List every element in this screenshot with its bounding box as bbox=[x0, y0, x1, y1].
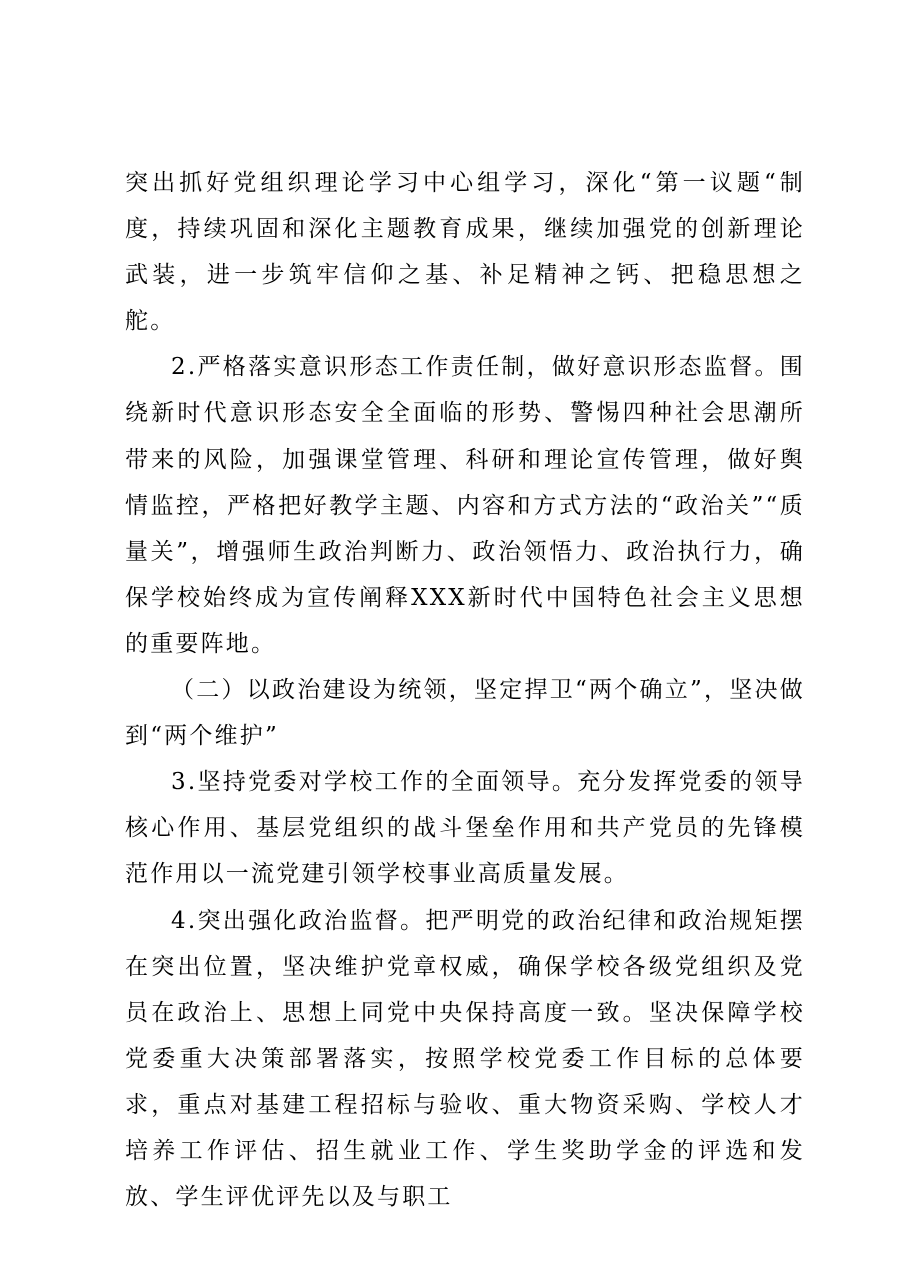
paragraph-item-2: 2.严格落实意识形态工作责任制，做好意识形态监督。围绕新时代意识形态安全全面临的形势、警惕四种社会思潮所带来的风险，加强课堂管理、科研和理论宣传管理，做好舆情监控，严格把好教学主题、内容和方式方法的“政治关”“质量关”，增强师生政治判断力、政治领悟力、政治执行力，确保学校始终成为宣传阐释XXX新时代中国特色社会主义思想的重要阵地。 bbox=[125, 354, 805, 657]
paragraph-item-3: 3.坚持党委对学校工作的全面领导。充分发挥党委的领导核心作用、基层党组织的战斗堡垒作用和共产党员的先锋模范作用以一流党建引领学校事业高质量发展。 bbox=[125, 769, 805, 888]
document-body bbox=[125, 160, 805, 1220]
paragraph-study-continuation: 突出抓好党组织理论学习中心组学习，深化“第一议题“制度，持续巩固和深化主题教育成果，继续加强党的创新理论武装，进一步筑牢信仰之基、补足精神之钙、把稳思想之舵。 bbox=[125, 170, 805, 335]
paragraph-item-4: 4.突出强化政治监督。把严明党的政治纪律和政治规矩摆在突出位置，坚决维护党章权威，确保学校各级党组织及党员在政治上、思想上同党中央保持高度一致。坚决保障学校党委重大决策部署落实，按照学校党委工作目标的总体要求，重点对基建工程招标与验收、重大物资采购、学校人才培养工作评估、招生就业工作、学生奖助学金的评选和发放、学生评优评先以及与职工 bbox=[125, 907, 805, 1211]
section-heading-2: （二）以政治建设为统领，坚定捍卫“两个确立”，坚决做到“两个维护” bbox=[125, 677, 805, 750]
